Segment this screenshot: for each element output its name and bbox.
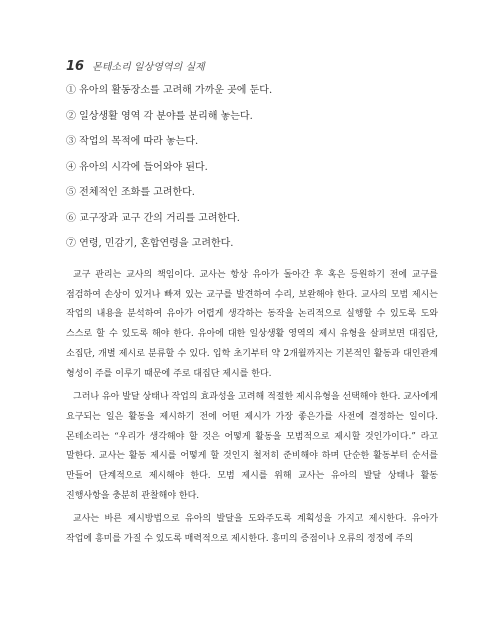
- page-number: 16: [66, 59, 85, 74]
- list-item: ⑦ 연령, 민감기, 혼합연령을 고려한다.: [66, 238, 234, 249]
- running-title: 몬테소리 일상영역의 실제: [92, 62, 205, 73]
- list-item: ⑤ 전체적인 조화를 고려한다.: [66, 187, 195, 198]
- paragraph: 교사는 바른 제시방법으로 유아의 발달을 도와주도록 계획성을 가지고 제시한다. 유아가 작업에 흥미를 가질 수 있도록 매력적으로 제시한다. 흥미의 증점이나 오류의 정정에 주의: [66, 514, 438, 545]
- numbered-list: [66, 84, 466, 263]
- list-item: ③ 작업의 목적에 따라 놓는다.: [66, 136, 199, 147]
- body-text: [66, 266, 438, 554]
- list-item: ② 일상생활 영역 각 분야를 분리해 놓는다.: [66, 110, 253, 122]
- paragraph: 그러나 유아 발달 상태나 작업의 효과성을 고려해 적절한 제시유형을 선택해야 한다. 교사에게 요구되는 일은 활동을 제시하기 전에 어떤 제시가 가장 좋은가를 사전에 결정하는 일이다. 몬테소리는 “우리가 생각해야 할 것은 어떻게 활동을 모범적으로 제시할 것인가이다.” 라고 말한다. 교사는 활동 제시를 어떻게 할 것인지 철저히 준비해야 하며 단순한 활동부터 순서를 만들어 단계적으로 제시해야 한다. 모범 제시를 위해 교사는 유아의 발달 상태나 활동 진행사항을 충분히 관찰해야 한다.: [66, 392, 438, 501]
- list-item: ① 유아의 활동장소를 고려해 가까운 곳에 둔다.: [66, 85, 273, 96]
- list-item: ⑥ 교구장과 교구 간의 거리를 고려한다.: [66, 212, 240, 224]
- list-item: ④ 유아의 시각에 들어와야 된다.: [66, 161, 208, 173]
- page-header: [66, 58, 205, 74]
- paragraph: 교구 관리는 교사의 책임이다. 교사는 항상 유아가 돌아간 후 혹은 등원하기 전에 교구를 점검하여 손상이 있거나 빠져 있는 교구를 발견하여 수리, 보완해야 한다. 교사의 모범 제시는 작업의 내용을 분석하여 유아가 어렵게 생각하는 동작을 논리적으로 실행할 수 있도록 도와 스스로 할 수 있도록 해야 한다. 유아에 대한 일상생활 영역의 제시 유형을 살펴보면 대집단, 소집단, 개별 제시로 분류할 수 있다. 입학 초기부터 약 2개월까지는 기본적인 활동과 대인관계 형성이 주를 이루기 때문에 주로 대집단 제시를 한다.: [66, 270, 438, 379]
